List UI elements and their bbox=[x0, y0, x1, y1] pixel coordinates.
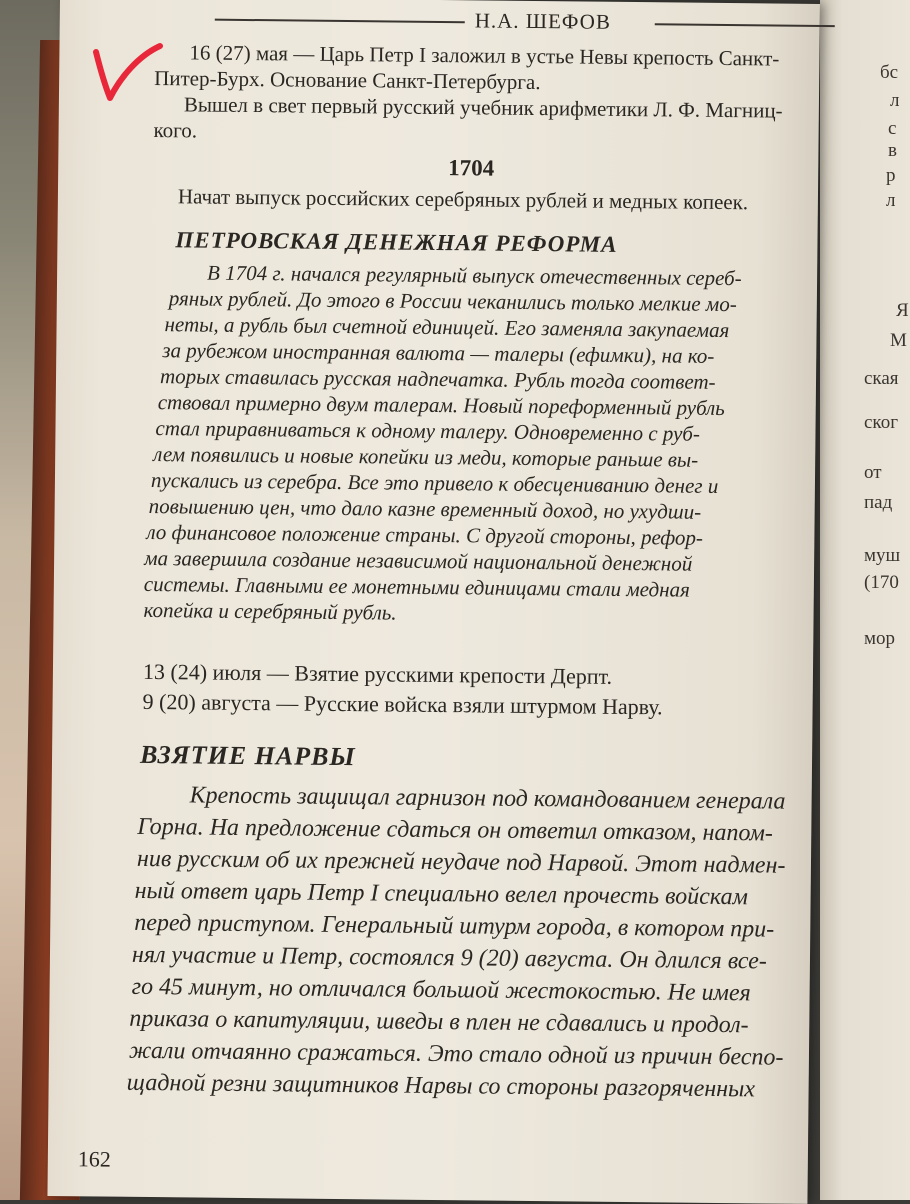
paragraph-line: нял участие и Петр, состоялся 9 (20) августа. Он длился все- bbox=[131, 941, 767, 975]
right-fragment: муш bbox=[864, 545, 901, 566]
paragraph-line: ма завершила создание независимой национальной денежной bbox=[144, 545, 693, 576]
right-page bbox=[820, 0, 910, 1200]
paragraph-line: перед приступом. Генеральный штурм города, в котором при- bbox=[134, 909, 775, 943]
paragraph-line: Крепость защищал гарнизон под командованием генерала bbox=[189, 782, 786, 815]
red-checkmark-icon bbox=[90, 38, 165, 108]
page-number: 162 bbox=[77, 1146, 111, 1172]
paragraph-line: торых ставилась русская надпечатка. Рубль тогда соответ- bbox=[159, 364, 716, 394]
paragraph-line: щадной резни защитников Нарвы со стороны разгоряченных bbox=[126, 1069, 756, 1103]
entry-line: 13 (24) июля — Взятие русскими крепости Дерпт. bbox=[142, 658, 613, 689]
right-fragment: л bbox=[890, 90, 900, 111]
entry-line: кого. bbox=[153, 118, 198, 143]
paragraph-line: системы. Главными ее монетными единицами стали медная bbox=[143, 571, 690, 602]
entry-line: 9 (20) августа — Русские войска взяли штурмом Нарву. bbox=[142, 688, 663, 720]
right-fragment: р bbox=[886, 165, 896, 186]
right-fragment: ская bbox=[864, 368, 899, 389]
paragraph-line: ный ответ царь Петр I специально велел прочесть войскам bbox=[134, 877, 748, 911]
right-fragment: Я bbox=[896, 300, 909, 321]
paragraph-line: приказа о капитуляции, шведы в плен не сдавались и продол- bbox=[129, 1005, 749, 1039]
paragraph-line: лем появились и новые копейки из меди, которые раньше вы- bbox=[153, 442, 699, 472]
right-fragment: мор bbox=[864, 628, 896, 649]
paragraph-line: неты, а рубль был счетной единицей. Его заменяла закупаемая bbox=[164, 312, 730, 343]
right-fragment: бс bbox=[880, 62, 899, 83]
right-fragment: пад bbox=[864, 492, 893, 513]
section-title: ПЕТРОВСКАЯ ДЕНЕЖНАЯ РЕФОРМА bbox=[175, 227, 618, 257]
year-note: Начат выпуск российских серебряных рублей и медных копеек. bbox=[177, 184, 749, 215]
paragraph-line: нив русским об их прежней неудаче под Нарвой. Этот надмен- bbox=[136, 845, 786, 879]
paragraph-line: жали отчаянно сражаться. Это стало одной из причин беспо- bbox=[128, 1037, 784, 1071]
running-head bbox=[155, 5, 845, 38]
entry-line: Питер-Бурх. Основание Санкт-Петербурга. bbox=[154, 66, 541, 95]
right-fragment: в bbox=[888, 140, 897, 161]
paragraph-line: стал приравниваться к одному талеру. Одновременно с руб- bbox=[155, 416, 701, 446]
right-fragment: от bbox=[864, 462, 882, 483]
running-head-rule-left bbox=[215, 19, 465, 24]
entry-line: 16 (27) мая — Царь Петр I заложил в устье Невы крепость Санкт- bbox=[189, 40, 780, 71]
year-heading: 1704 bbox=[448, 155, 495, 181]
right-fragment: (170 bbox=[864, 572, 899, 593]
paragraph-line: В 1704 г. начался регулярный выпуск отечественных сереб- bbox=[207, 260, 742, 291]
section-title: ВЗЯТИЕ НАРВЫ bbox=[139, 739, 356, 772]
book-page bbox=[47, 0, 820, 1204]
entry-line: Вышел в свет первый русский учебник арифметики Л. Ф. Магниц- bbox=[183, 92, 783, 123]
paragraph-line: повышению цен, что дало казне временный доход, но ухудши- bbox=[148, 493, 702, 524]
paragraph-line: за рубежом иностранная валюта — талеры (ефимки), на ко- bbox=[162, 338, 715, 368]
paragraph-line: го 45 минут, но отличался большой жестокостью. Не имея bbox=[131, 973, 751, 1007]
paragraph-line: пускались из серебра. Все это привело к обесцениванию денег и bbox=[150, 468, 719, 498]
running-head-title: Н.А. ШЕФОВ bbox=[474, 8, 612, 34]
paragraph-line: Горна. На предложение сдаться он ответил отказом, напом- bbox=[137, 813, 774, 847]
paragraph-line: ствовал примерно двум талерам. Новый пореформенный рубль bbox=[157, 390, 725, 421]
right-fragment: М bbox=[890, 330, 907, 351]
right-fragment: с bbox=[888, 118, 897, 139]
paragraph-line: ло финансовое положение страны. С другой стороны, рефор- bbox=[146, 519, 704, 550]
right-fragment: л bbox=[886, 190, 896, 211]
running-head-rule-right bbox=[655, 23, 835, 27]
paragraph-line: ряных рублей. До этого в России чеканились только мелкие мо- bbox=[168, 286, 737, 317]
right-fragment: ског bbox=[864, 412, 898, 433]
paragraph-line: копейка и серебряный рубль. bbox=[143, 597, 397, 625]
